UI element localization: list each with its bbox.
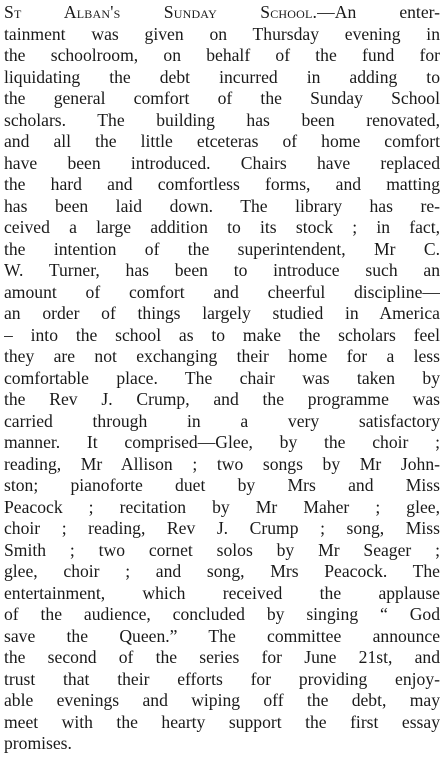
article-line-23: ston; pianoforte duet by Mrs and Miss	[4, 475, 440, 495]
article-line-21: manner. It comprised—Glee, by the choir ;	[4, 432, 440, 452]
newspaper-article	[4, 2, 440, 755]
article-line-8: have been introduced. Chairs have replaced	[4, 152, 440, 173]
article-line-19: the Rev J. Crump, and the programme was	[4, 389, 440, 409]
article-line-1	[4, 2, 440, 24]
article-line-30: save the Queen.” The committee announce	[4, 625, 440, 646]
article-line-11: ceived a large addition to its stock ; in fact,	[4, 217, 440, 237]
article-line-35: promises.	[4, 733, 72, 753]
article-line-27: glee, choir ; and song, Mrs Peacock. The	[4, 561, 440, 581]
article-line-15: an order of things largely studied in America	[4, 303, 440, 323]
article-heading: St Alban's Sunday School.	[4, 2, 318, 22]
article-line-12: the intention of the superintendent, Mr C.	[4, 238, 440, 259]
article-line-31: the second of the series for June 21st, and	[4, 647, 440, 667]
article-line-34: meet with the hearty support the first essay	[4, 711, 440, 732]
article-line-2: tainment was given on Thursday evening in	[4, 23, 440, 44]
article-line-14: amount of comfort and cheerful discipline—	[4, 281, 440, 302]
article-line-7: and all the little etceteras of home comfort	[4, 131, 440, 151]
article-line-10: has been laid down. The library has re-	[4, 195, 440, 216]
article-line-1-text: —An enter-	[317, 2, 440, 22]
article-line-16: – into the school as to make the scholars feel	[4, 324, 440, 345]
article-line-25: choir ; reading, Rev J. Crump ; song, Miss	[4, 518, 440, 538]
article-line-26: Smith ; two cornet solos by Mr Seager ;	[4, 539, 440, 560]
article-line-24: Peacock ; recitation by Mr Maher ; glee,	[4, 496, 440, 517]
article-line-20: carried through in a very satisfactory	[4, 410, 440, 431]
article-line-13: W. Turner, has been to introduce such an	[4, 260, 440, 280]
article-line-5: the general comfort of the Sunday School	[4, 88, 440, 108]
article-line-6: scholars. The building has been renovated,	[4, 109, 440, 130]
article-line-3: the schoolroom, on behalf of the fund for	[4, 45, 440, 65]
article-line-29: of the audience, concluded by singing “ God	[4, 604, 440, 624]
article-line-9: the hard and comfortless forms, and matting	[4, 174, 440, 194]
article-line-4: liquidating the debt incurred in adding to	[4, 66, 440, 87]
article-line-32: trust that their efforts for providing enjoy-	[4, 668, 440, 689]
article-line-17: they are not exchanging their home for a less	[4, 346, 440, 366]
article-line-18: comfortable place. The chair was taken by	[4, 367, 440, 388]
article-line-22: reading, Mr Allison ; two songs by Mr John-	[4, 453, 440, 474]
article-line-28: entertainment, which received the applause	[4, 582, 440, 603]
article-line-33: able evenings and wiping off the debt, may	[4, 690, 440, 710]
